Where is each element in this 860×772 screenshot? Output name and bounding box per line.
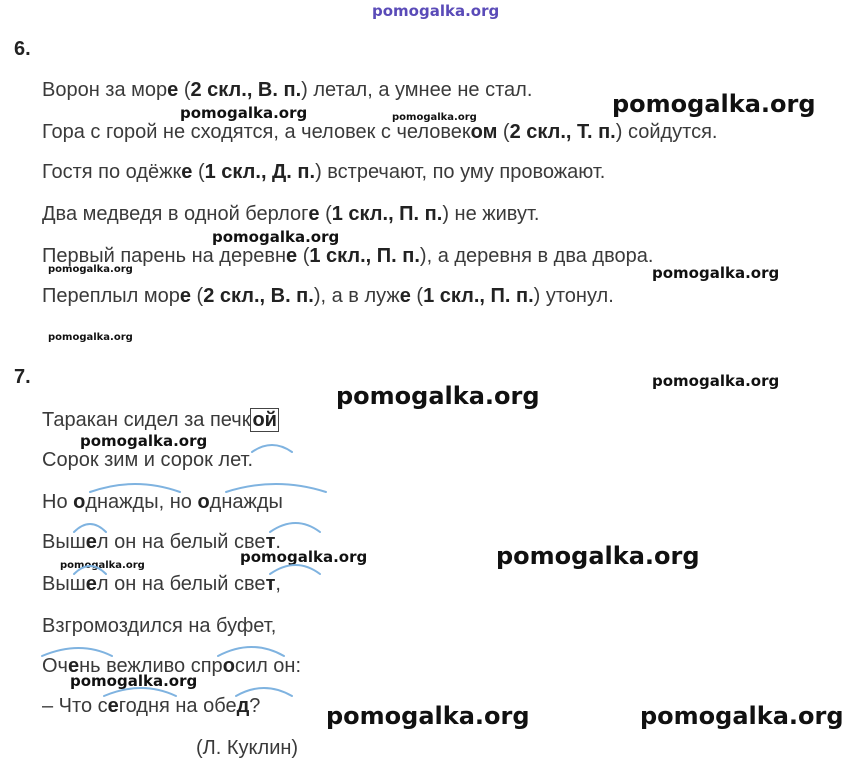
watermark: pomogalka.org	[652, 372, 780, 390]
watermark: pomogalka.org	[60, 560, 145, 571]
text-line: Первый парень на деревне (1 скл., П. п.), а деревня в два двора.	[42, 245, 654, 267]
root-arc	[218, 647, 284, 656]
root-arc	[270, 565, 320, 574]
root-arc	[226, 484, 326, 492]
watermark: pomogalka.org	[372, 2, 500, 20]
watermark: pomogalka.org	[326, 702, 530, 730]
root-arc	[90, 484, 180, 492]
poem-author: (Л. Куклин)	[196, 737, 299, 759]
root-arc	[42, 648, 112, 656]
watermark: pomogalka.org	[80, 432, 208, 450]
exercise-number: 7.	[14, 366, 31, 388]
watermark: pomogalka.org	[48, 264, 133, 275]
root-arc	[270, 523, 320, 532]
poem-line: Таракан сидел за печк ой	[42, 409, 277, 431]
watermark: pomogalka.org	[48, 332, 133, 343]
watermark: pomogalka.org	[496, 542, 700, 570]
root-arc	[74, 524, 106, 532]
root-arc	[252, 445, 292, 452]
exercise-number: 6.	[14, 38, 31, 60]
watermark: pomogalka.org	[640, 702, 844, 730]
text-line: Переплыл море (2 скл., В. п.), а в луже (1 скл., П. п.) утонул.	[42, 285, 614, 307]
watermark: pomogalka.org	[336, 382, 540, 410]
poem-line: Вышел он на белый свет.	[42, 531, 281, 553]
poem-line: Вышел он на белый свет,	[42, 573, 281, 595]
root-arc	[74, 566, 106, 574]
poem-line: Взгромоздился на буфет,	[42, 615, 277, 637]
root-arc	[104, 688, 176, 696]
watermark: pomogalka.org	[240, 548, 368, 566]
poem-line: Очень вежливо спросил он:	[42, 655, 302, 677]
poem-line: Но однажды, но однажды	[42, 491, 283, 513]
text-line: Гора с горой не сходятся, а человек с человеком (2 скл., Т. п.) сойдутся.	[42, 121, 718, 143]
text-line: Ворон за море (2 скл., В. п.) летал, а умнее не стал.	[42, 79, 533, 101]
watermark: pomogalka.org	[70, 672, 198, 690]
text-line: Два медведя в одной берлоге (1 скл., П. п.) не живут.	[42, 203, 540, 225]
watermark: pomogalka.org	[392, 112, 477, 123]
poem-line: – Что сегодня на обед?	[42, 695, 261, 717]
watermark: pomogalka.org	[652, 264, 780, 282]
poem-line: Сорок зим и сорок лет.	[42, 449, 254, 471]
root-arc	[236, 688, 292, 696]
watermark: pomogalka.org	[212, 228, 340, 246]
watermark: pomogalka.org	[180, 104, 308, 122]
watermark: pomogalka.org	[612, 90, 816, 118]
text-line: Гостя по одёжке (1 скл., Д. п.) встречают, по уму провожают.	[42, 161, 606, 183]
ending-box: ой	[252, 409, 277, 431]
